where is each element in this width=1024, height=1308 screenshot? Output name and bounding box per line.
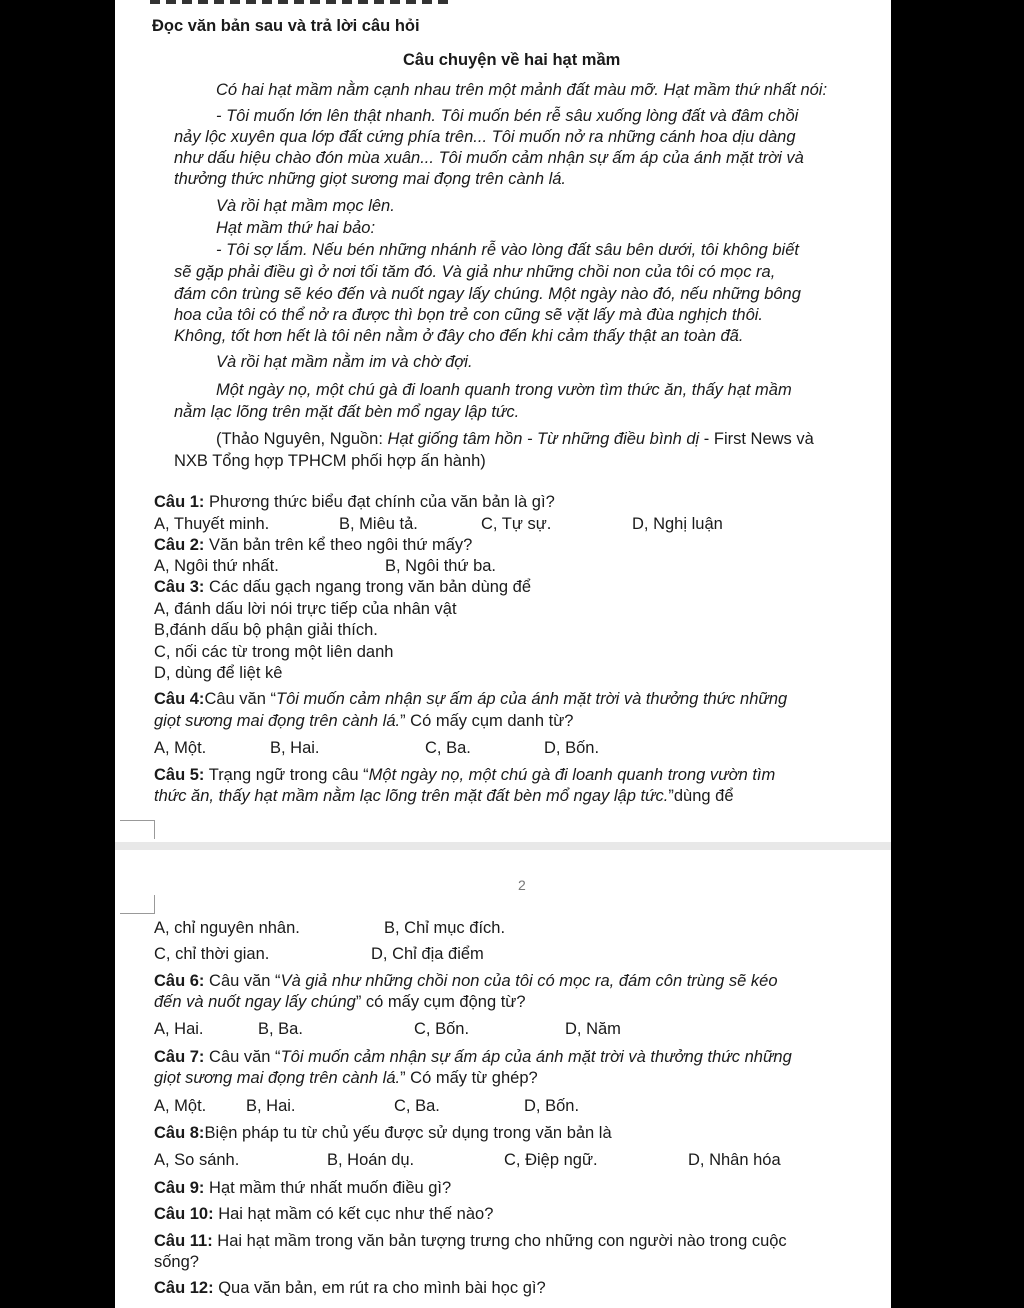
option-a: A, So sánh. <box>154 1151 240 1169</box>
option-a: A, Hai. <box>154 1020 204 1038</box>
cut-off-text-line <box>150 0 450 4</box>
option-c: C, Ba. <box>425 739 471 757</box>
option-d: D, dùng để liệt kê <box>154 664 283 682</box>
option-b: B, Hai. <box>270 739 320 757</box>
question-6-cont: đến và nuốt ngay lấy chúng” có mấy cụm động từ? <box>154 993 526 1011</box>
question-10: Câu 10: Hai hạt mầm có kết cục như thế nào? <box>154 1205 494 1223</box>
story-line: Hạt mầm thứ hai bảo: <box>216 219 376 237</box>
question-4: Câu 4:Câu văn “Tôi muốn cảm nhận sự ấm áp của ánh mặt trời và thưởng thức những <box>154 690 788 708</box>
question-3: Câu 3: Các dấu gạch ngang trong văn bản dùng để <box>154 578 532 596</box>
story-line: thưởng thức những giọt sương mai đọng trên cành lá. <box>174 170 567 188</box>
question-1: Câu 1: Phương thức biểu đạt chính của văn bản là gì? <box>154 493 555 511</box>
question-5-cont: thức ăn, thấy hạt mầm nằm lạc lõng trên mặt đất bèn mổ ngay lập tức.”dùng để <box>154 787 734 805</box>
question-11-cont: sống? <box>154 1253 199 1271</box>
option-b: B, Hoán dụ. <box>327 1151 415 1169</box>
question-7: Câu 7: Câu văn “Tôi muốn cảm nhận sự ấm áp của ánh mặt trời và thưởng thức những <box>154 1048 792 1066</box>
story-line: nảy lộc xuyên qua lớp đất cứng phía trên... Tôi muốn nở ra những cánh hoa dịu dàng <box>174 128 796 146</box>
option-a: A, chỉ nguyên nhân. <box>154 919 300 937</box>
story-line: như dấu hiệu chào đón mùa xuân... Tôi muốn cảm nhận sự ấm áp của ánh mặt trời và <box>174 149 804 167</box>
option-a: A, Một. <box>154 739 207 757</box>
story-line: đám côn trùng sẽ kéo đến và nuốt ngay lấy chúng. Một ngày nào đó, nếu những bông <box>174 285 801 303</box>
instruction-heading: Đọc văn bản sau và trả lời câu hỏi <box>152 17 420 35</box>
option-c: C, nối các từ trong một liên danh <box>154 643 394 661</box>
option-d: D, Nhân hóa <box>688 1151 781 1169</box>
option-d: D, Chỉ địa điểm <box>371 945 484 963</box>
option-b: B, Hai. <box>246 1097 296 1115</box>
story-line: - Tôi muốn lớn lên thật nhanh. Tôi muốn bén rễ sâu xuống lòng đất và đâm chồi <box>216 107 799 125</box>
option-a: A, đánh dấu lời nói trực tiếp của nhân vật <box>154 600 457 618</box>
story-line: hoa của tôi có thể nở ra được thì bọn trẻ con cũng sẽ vặt lấy mà đùa nghịch thôi. <box>174 306 764 324</box>
source-citation: NXB Tổng hợp TPHCM phối hợp ấn hành) <box>174 452 486 470</box>
story-line: Và rồi hạt mầm nằm im và chờ đợi. <box>216 353 473 371</box>
option-a: A, Thuyết minh. <box>154 515 270 533</box>
option-d: D, Bốn. <box>524 1097 580 1115</box>
option-c: C, Ba. <box>394 1097 440 1115</box>
option-c: C, Tự sự. <box>481 515 552 533</box>
question-5: Câu 5: Trạng ngữ trong câu “Một ngày nọ, một chú gà đi loanh quanh trong vườn tìm <box>154 766 776 784</box>
question-12: Câu 12: Qua văn bản, em rút ra cho mình bài học gì? <box>154 1279 546 1297</box>
option-c: C, chỉ thời gian. <box>154 945 270 963</box>
option-c: C, Điệp ngữ. <box>504 1151 598 1169</box>
option-d: D, Nghị luận <box>632 515 723 533</box>
page-number: 2 <box>518 877 526 893</box>
option-b: B, Ba. <box>258 1020 303 1038</box>
option-d: D, Bốn. <box>544 739 600 757</box>
question-9: Câu 9: Hạt mầm thứ nhất muốn điều gì? <box>154 1179 452 1197</box>
option-b: B, Chỉ mục đích. <box>384 919 506 937</box>
option-c: C, Bốn. <box>414 1020 470 1038</box>
option-d: D, Năm <box>565 1020 621 1038</box>
question-11: Câu 11: Hai hạt mầm trong văn bản tượng trưng cho những con người nào trong cuộc <box>154 1232 787 1250</box>
option-a: A, Một. <box>154 1097 207 1115</box>
question-2: Câu 2: Văn bản trên kể theo ngôi thứ mấy? <box>154 536 473 554</box>
question-4-cont: giọt sương mai đọng trên cành lá.” Có mấy cụm danh từ? <box>154 712 574 730</box>
story-line: Không, tốt hơn hết là tôi nên nằm ở đây cho đến khi cảm thấy thật an toàn đã. <box>174 327 744 345</box>
page-corner-mark <box>120 895 155 914</box>
story-line: - Tôi sợ lắm. Nếu bén những nhánh rễ vào lòng đất sâu bên dưới, tôi không biết <box>216 241 799 259</box>
question-8: Câu 8:Biện pháp tu từ chủ yếu được sử dụng trong văn bản là <box>154 1124 612 1142</box>
page-corner-mark <box>120 820 155 839</box>
page-separator <box>115 842 891 850</box>
story-line: sẽ gặp phải điều gì ở nơi tối tăm đó. Và giả như những chồi non của tôi có mọc ra, <box>174 263 776 281</box>
option-b: B, Miêu tả. <box>339 515 418 533</box>
story-line: nằm lạc lõng trên mặt đất bèn mổ ngay lập tức. <box>174 403 520 421</box>
story-title: Câu chuyện về hai hạt mầm <box>403 51 621 69</box>
option-a: A, Ngôi thứ nhất. <box>154 557 279 575</box>
option-b: B,đánh dấu bộ phận giải thích. <box>154 621 378 639</box>
story-line: Có hai hạt mầm nằm cạnh nhau trên một mảnh đất màu mỡ. Hạt mầm thứ nhất nói: <box>216 81 828 99</box>
question-7-cont: giọt sương mai đọng trên cành lá.” Có mấy từ ghép? <box>154 1069 538 1087</box>
story-line: Một ngày nọ, một chú gà đi loanh quanh trong vườn tìm thức ăn, thấy hạt mầm <box>216 381 792 399</box>
story-line: Và rồi hạt mầm mọc lên. <box>216 197 395 215</box>
source-citation: (Thảo Nguyên, Nguồn: Hạt giống tâm hồn - Từ những điều bình dị - First News và <box>216 430 814 448</box>
question-6: Câu 6: Câu văn “Và giả như những chồi non của tôi có mọc ra, đám côn trùng sẽ kéo <box>154 972 778 990</box>
option-b: B, Ngôi thứ ba. <box>385 557 497 575</box>
